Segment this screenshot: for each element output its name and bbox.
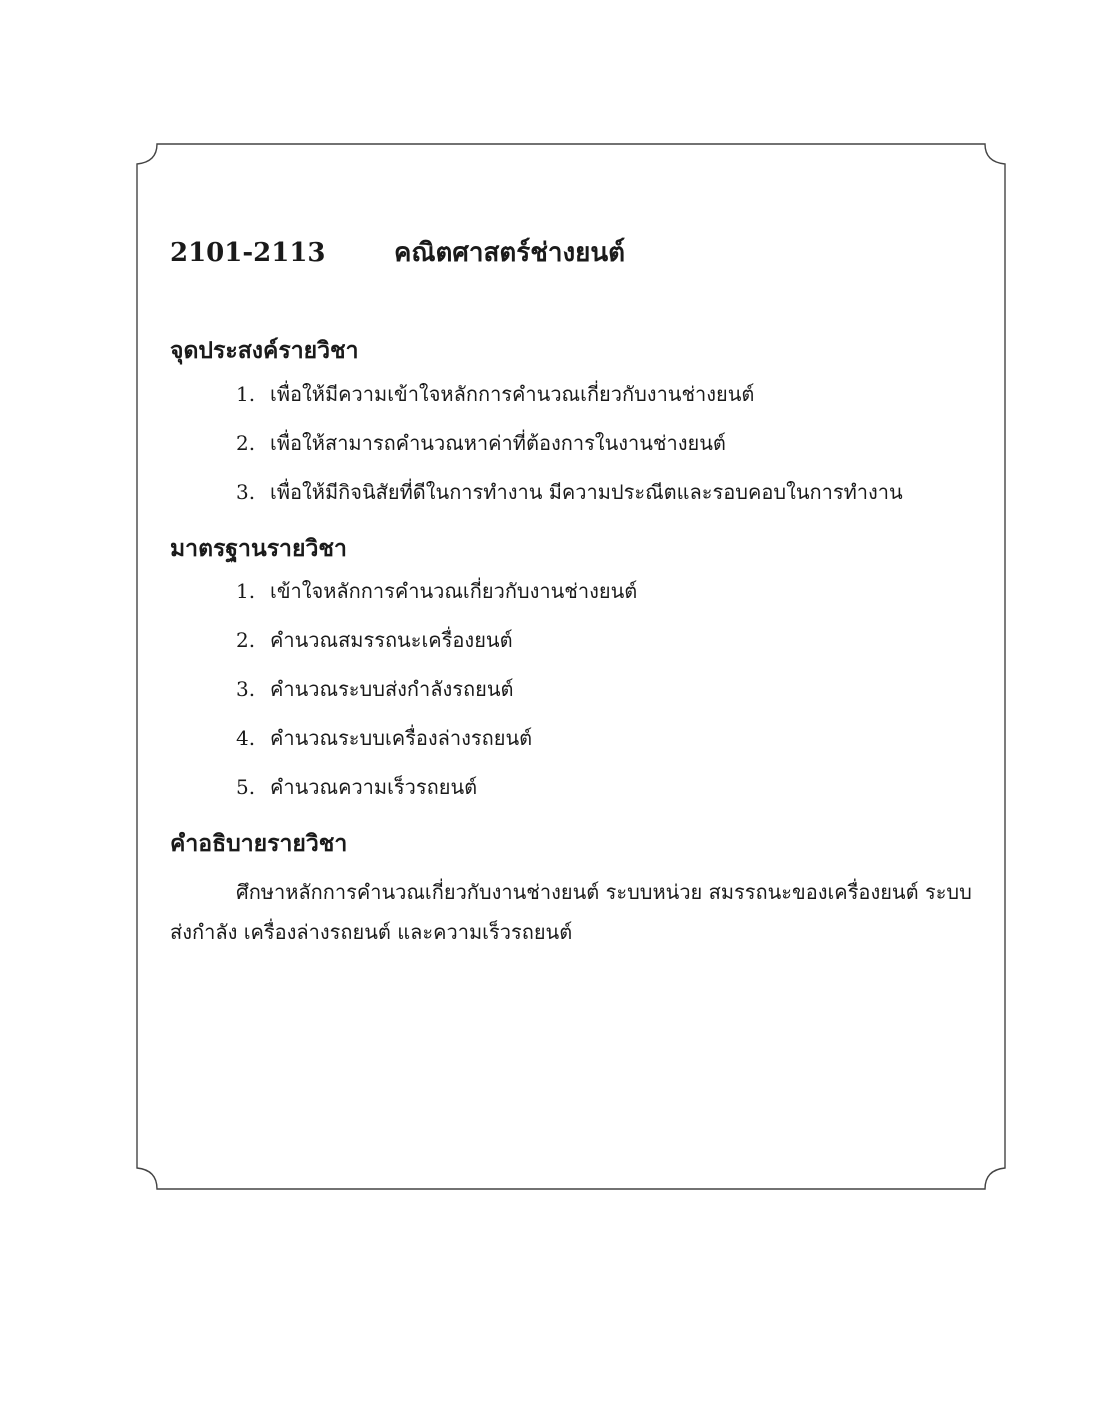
item-number: 3. (236, 677, 256, 702)
item-text: เพื่อให้สามารถคำนวณหาค่าที่ต้องการในงานช่างยนต์ (270, 430, 726, 455)
standards-list (170, 576, 980, 802)
item-text: คำนวณความเร็วรถยนต์ (270, 775, 478, 800)
standards-section (170, 535, 980, 803)
course-code: 2101-2113 (170, 238, 326, 268)
course-content (170, 238, 980, 952)
objectives-section (170, 337, 980, 507)
item-text: เพื่อให้มีความเข้าใจหลักการคำนวณเกี่ยวกับงานช่างยนต์ (270, 381, 755, 406)
course-title: คณิตศาสตร์ช่างยนต์ (394, 238, 626, 268)
item-number: 1. (236, 381, 256, 406)
standards-heading: มาตรฐานรายวิชา (170, 534, 347, 562)
list-item (236, 772, 980, 802)
list-item (236, 625, 980, 655)
description-heading: คำอธิบายรายวิชา (170, 830, 348, 858)
course-header (170, 238, 980, 269)
item-number: 2. (236, 430, 256, 455)
objectives-heading: จุดประสงค์รายวิชา (170, 337, 359, 365)
description-section (170, 830, 980, 952)
item-text: คำนวณระบบส่งกำลังรถยนต์ (270, 677, 514, 702)
list-item (236, 477, 980, 507)
item-number: 4. (236, 726, 256, 751)
list-item (236, 723, 980, 753)
list-item (236, 379, 980, 409)
item-number: 5. (236, 775, 256, 800)
list-item (236, 428, 980, 458)
list-item (236, 576, 980, 606)
item-text: เข้าใจหลักการคำนวณเกี่ยวกับงานช่างยนต์ (270, 579, 638, 604)
item-text: คำนวณระบบเครื่องล่างรถยนต์ (270, 726, 533, 751)
description-text: ศึกษาหลักการคำนวณเกี่ยวกับงานช่างยนต์ ระบบหน่วย สมรรถนะของเครื่องยนต์ ระบบส่งกำลัง เครื่องล่างรถยนต์ และความเร็วรถยนต์ (170, 879, 972, 944)
list-item (236, 674, 980, 704)
item-number: 2. (236, 628, 256, 653)
item-text: เพื่อให้มีกิจนิสัยที่ดีในการทำงาน มีความประณีตและรอบคอบในการทำงาน (270, 479, 903, 504)
item-text: คำนวณสมรรถนะเครื่องยนต์ (270, 628, 513, 653)
item-number: 3. (236, 479, 256, 504)
objectives-list (170, 379, 980, 507)
item-number: 1. (236, 579, 256, 604)
